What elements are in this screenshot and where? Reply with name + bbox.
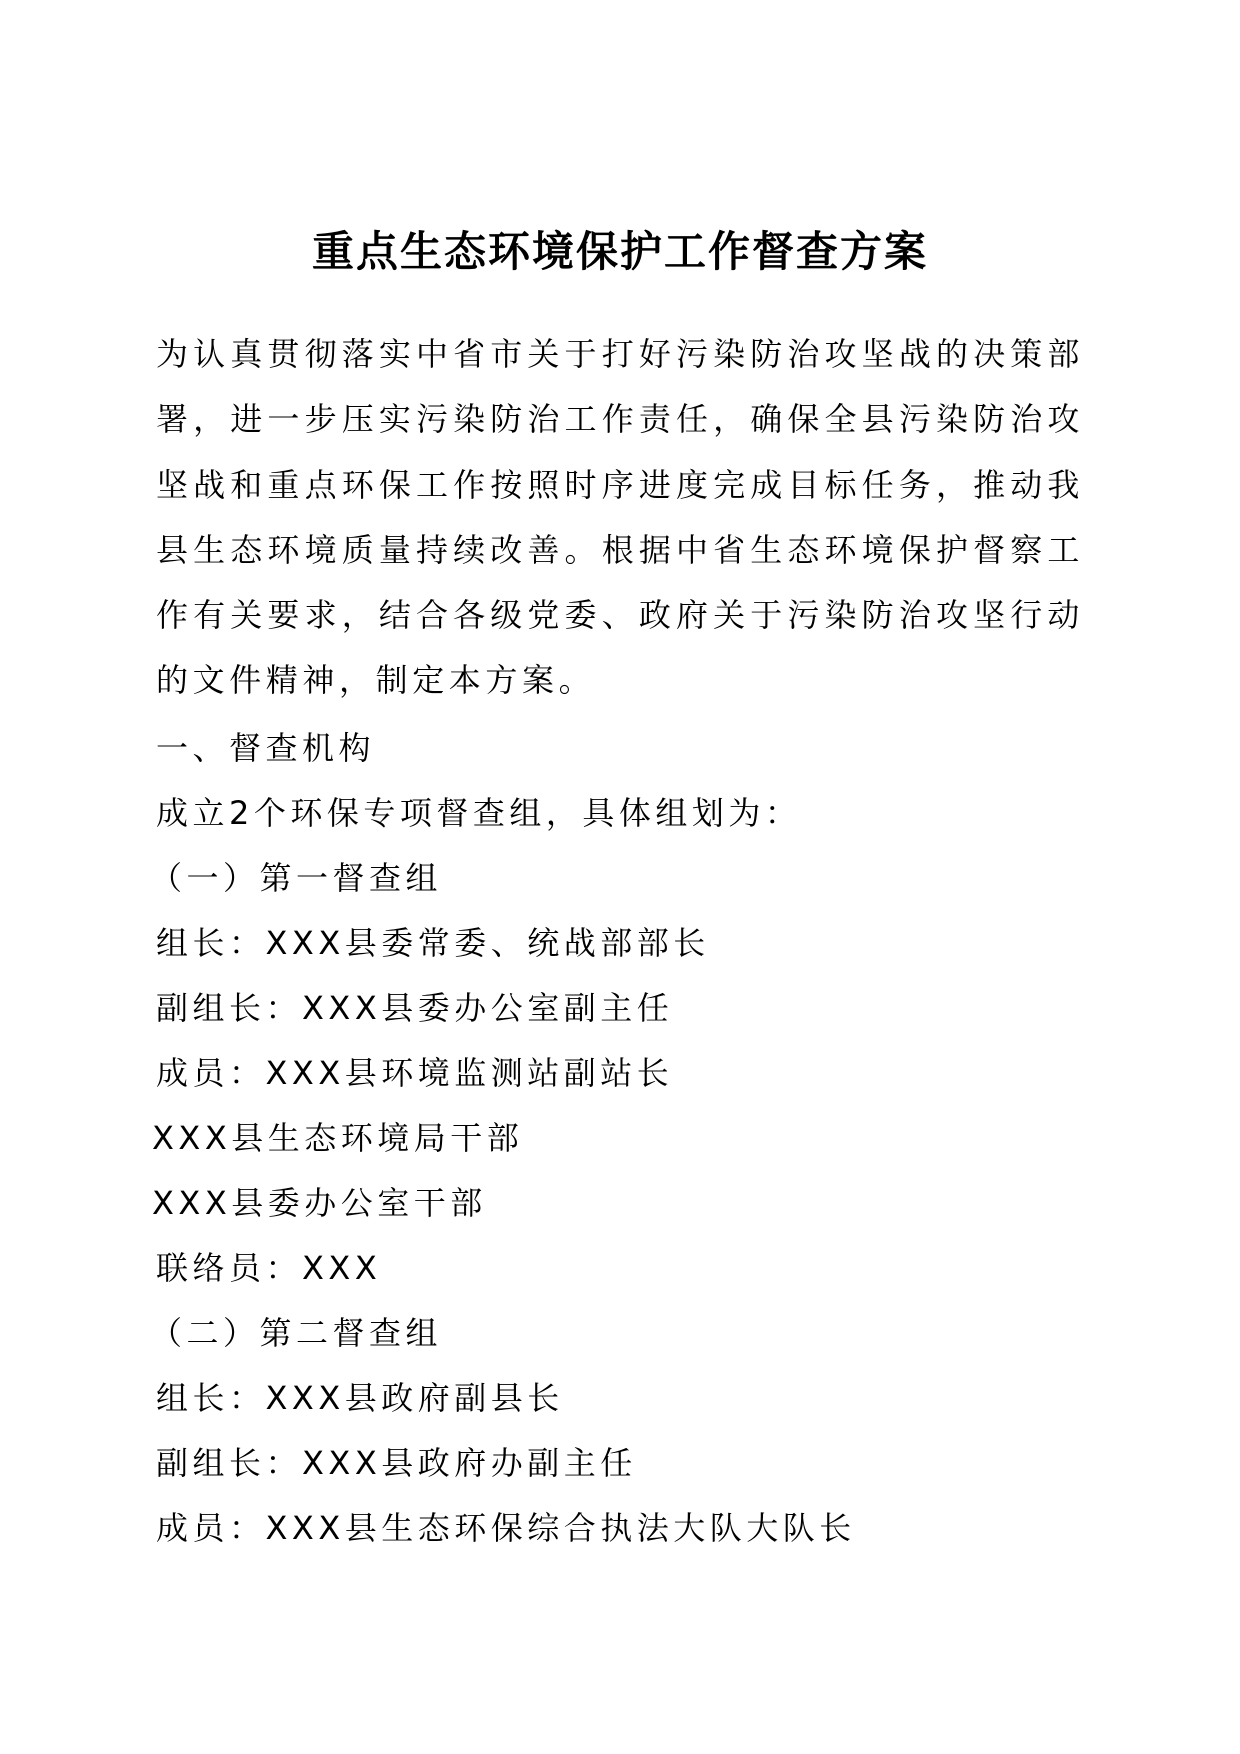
- section-heading-supervision-body: 一、督查机构: [156, 729, 376, 767]
- group-2-leader: 组长：XXX县政府副县长: [156, 1379, 564, 1417]
- group-2-member: 成员：XXX县生态环保综合执法大队大队长: [156, 1509, 856, 1547]
- group-1-member: 成员：XXX县环境监测站副站长: [156, 1054, 674, 1092]
- group-2-deputy-leader: 副组长：XXX县政府办副主任: [156, 1444, 637, 1482]
- group-1-liaison: 联络员：XXX: [156, 1249, 382, 1287]
- group-2-heading: （二）第二督查组: [150, 1314, 443, 1352]
- group-1-leader: 组长：XXX县委常委、统战部部长: [156, 924, 710, 962]
- group-1-heading: （一）第一督查组: [150, 859, 443, 897]
- group-1-member: XXX县委办公室干部: [152, 1184, 487, 1222]
- section-summary: 成立2个环保专项督查组，具体组划为：: [156, 794, 802, 832]
- document-title: 重点生态环境保护工作督查方案: [311, 227, 928, 276]
- group-1-member: XXX县生态环境局干部: [152, 1119, 524, 1157]
- intro-paragraph: 为认真贯彻落实中省市关于打好污染防治攻坚战的决策部署，进一步压实污染防治工作责任，确保全县污染防治攻坚战和重点环保工作按照时序进度完成目标任务，推动我县生态环境质量持续改善。根据中省生态环境保护督察工作有关要求，结合各级党委、政府关于污染防治攻坚行动的文件精神，制定本方案。: [156, 335, 1084, 700]
- group-1-deputy-leader: 副组长：XXX县委办公室副主任: [156, 989, 674, 1027]
